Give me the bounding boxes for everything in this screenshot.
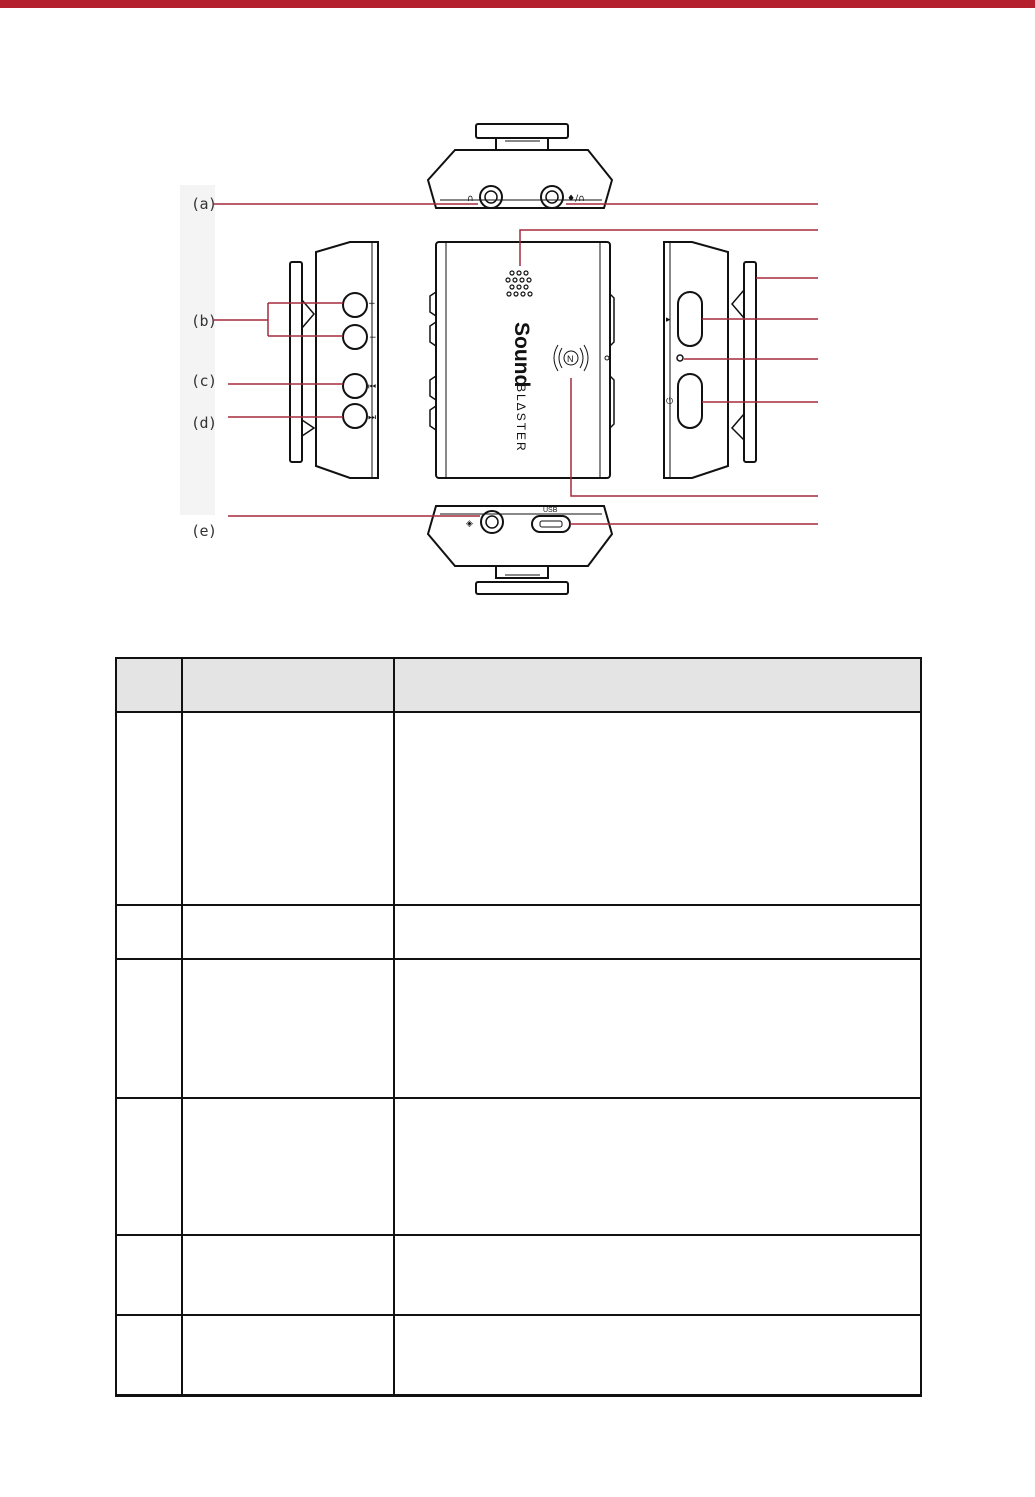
table-row — [116, 959, 921, 1098]
table-cell — [394, 1315, 921, 1395]
table-row — [116, 905, 921, 959]
callout-e: (e) — [191, 522, 217, 540]
callout-d: (d) — [191, 414, 217, 432]
table-cell — [116, 1315, 182, 1395]
device-diagram-svg — [0, 0, 1035, 640]
table-cell — [116, 1098, 182, 1235]
table-cell — [394, 712, 921, 905]
status-led — [677, 355, 683, 361]
callout-a: (a) — [191, 195, 217, 213]
minus-icon: − — [369, 333, 377, 343]
table-row — [116, 1098, 921, 1235]
headphone-jack-circle — [480, 186, 502, 208]
left-clip — [290, 262, 302, 462]
mic-headphone-icon: ♦/∩ — [567, 194, 585, 204]
right-body — [664, 242, 728, 478]
table-cell — [116, 712, 182, 905]
table-row — [116, 712, 921, 905]
speaker-grill — [506, 271, 532, 296]
table-cell — [182, 712, 394, 905]
table-cell — [182, 1098, 394, 1235]
play-pause-icon: ▸ — [666, 315, 671, 325]
bottom-body — [428, 506, 612, 566]
top-clip-plate — [476, 124, 568, 138]
next-track-button — [343, 404, 367, 428]
header-cell-label — [116, 658, 182, 712]
callout-c: (c) — [191, 372, 217, 390]
table-cell — [182, 959, 394, 1098]
brand-line-2: BLΔSTER — [514, 384, 528, 453]
usb-port — [532, 516, 570, 532]
previous-track-button — [343, 374, 367, 398]
plus-icon: + — [368, 299, 376, 309]
usb-label: USB — [543, 507, 558, 514]
bottom-view — [428, 506, 612, 594]
callout-b: (b) — [191, 312, 217, 330]
table-cell — [116, 959, 182, 1098]
left-side-view — [290, 242, 378, 478]
table-cell — [182, 1235, 394, 1315]
power-button — [678, 374, 702, 428]
left-body — [316, 242, 378, 478]
optical-icon: ◈ — [466, 519, 473, 529]
volume-up-button — [343, 293, 367, 317]
right-clip — [744, 262, 756, 462]
brand-line-1: Sound — [510, 322, 533, 388]
bottom-clip-hinge — [496, 566, 548, 578]
top-clip-hinge — [496, 138, 548, 150]
spec-table — [115, 657, 922, 1397]
table-cell — [394, 959, 921, 1098]
table-cell — [394, 1235, 921, 1315]
table-cell — [182, 1315, 394, 1395]
bottom-clip-plate — [476, 582, 568, 594]
nfc-mark: N — [567, 354, 574, 364]
volume-down-button — [343, 325, 367, 349]
previous-icon: ⏮ — [368, 382, 377, 392]
table-cell — [394, 905, 921, 959]
play-pause-button — [678, 292, 702, 346]
mic-headset-jack-circle — [541, 186, 563, 208]
table-cell — [394, 1098, 921, 1235]
brand-logo — [510, 322, 533, 453]
table-row — [116, 1235, 921, 1315]
header-cell-component — [182, 658, 394, 712]
scan-shade — [180, 185, 215, 515]
power-icon: ⏻ — [666, 397, 674, 407]
header-cell-description — [394, 658, 921, 712]
right-side-view — [664, 242, 756, 478]
table-cell — [182, 905, 394, 959]
headphone-icon: ∩ — [467, 194, 474, 204]
table-cell — [116, 1235, 182, 1315]
table-cell — [116, 905, 182, 959]
device-diagram — [0, 0, 1035, 640]
next-icon: ⏭ — [368, 413, 377, 423]
table-row — [116, 1315, 921, 1395]
spec-table-header-row — [116, 658, 921, 712]
